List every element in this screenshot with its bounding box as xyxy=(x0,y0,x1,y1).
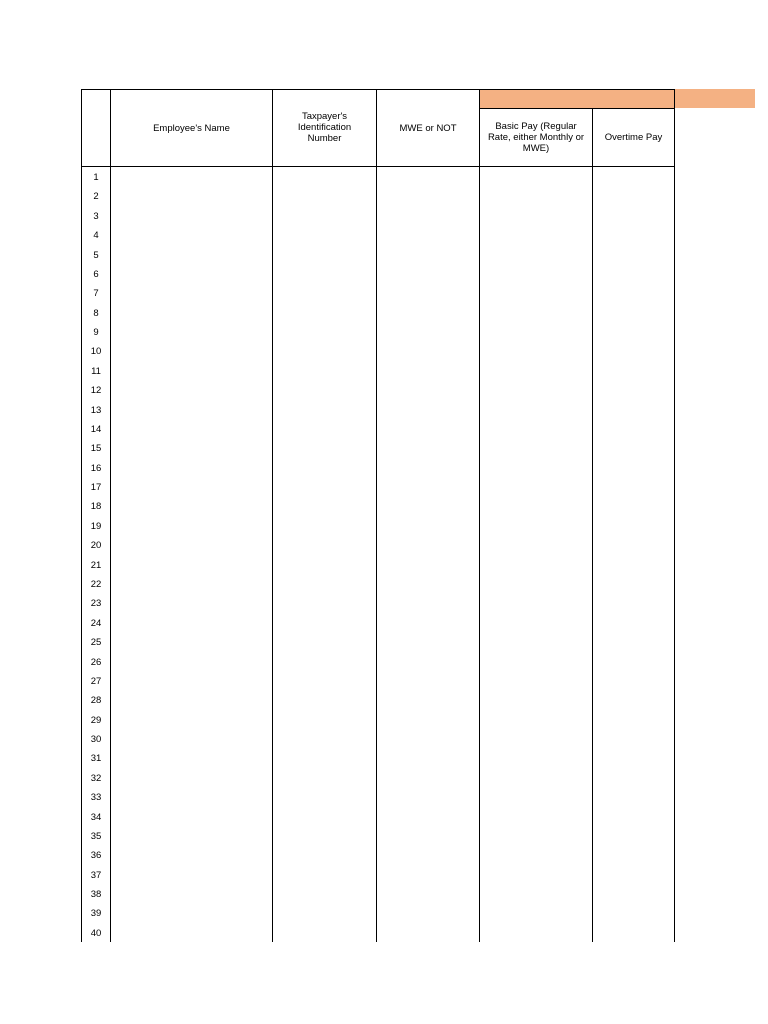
row-number: 10 xyxy=(90,346,102,358)
row-number: 29 xyxy=(90,714,102,726)
header-tin-line3: Number xyxy=(307,133,342,144)
header-employee-name xyxy=(111,90,272,166)
row-number: 23 xyxy=(90,598,102,610)
header-tin-line2: Identification xyxy=(297,122,352,133)
row-number: 8 xyxy=(93,307,99,319)
row-number: 27 xyxy=(90,675,102,687)
right-border xyxy=(674,89,675,942)
row-number: 37 xyxy=(90,869,102,881)
row-number: 17 xyxy=(90,482,102,494)
row-number: 13 xyxy=(90,404,102,416)
row-number: 22 xyxy=(90,578,102,590)
row-number: 14 xyxy=(90,423,102,435)
row-number: 38 xyxy=(90,889,102,901)
row-number: 1 xyxy=(93,172,99,183)
row-number: 31 xyxy=(90,753,102,765)
header-band xyxy=(480,89,755,108)
row-number: 20 xyxy=(90,540,102,552)
row-number: 15 xyxy=(90,443,102,455)
row-number: 12 xyxy=(90,385,102,397)
row-number: 33 xyxy=(90,792,102,804)
row-number: 28 xyxy=(90,695,102,707)
header-overtime-pay-text: Overtime Pay xyxy=(604,132,663,143)
column-divider-mwe xyxy=(479,89,480,942)
header-bottom-border xyxy=(81,166,675,167)
row-number: 34 xyxy=(90,811,102,823)
row-number: 24 xyxy=(90,617,102,629)
column-divider-tin xyxy=(376,89,377,942)
row-number: 16 xyxy=(90,462,102,474)
row-number: 25 xyxy=(90,637,102,649)
row-number: 7 xyxy=(93,288,99,300)
row-number: 26 xyxy=(90,656,102,668)
column-divider-name xyxy=(272,89,273,942)
row-number: 5 xyxy=(93,249,99,261)
row-number: 4 xyxy=(93,230,99,242)
row-number: 39 xyxy=(90,908,102,920)
row-number: 3 xyxy=(93,210,99,222)
row-number: 9 xyxy=(93,327,99,339)
row-number: 19 xyxy=(90,520,102,532)
header-employee-name-text: Employee's Name xyxy=(153,122,230,134)
top-border-right xyxy=(480,89,675,90)
header-mwe xyxy=(377,90,479,166)
header-tin xyxy=(273,90,376,166)
row-number: 6 xyxy=(93,268,99,280)
row-number: 11 xyxy=(91,365,101,377)
header-basic-pay-line1: Basic Pay (Regular xyxy=(495,121,577,132)
row-number: 30 xyxy=(90,734,102,746)
row-number: 18 xyxy=(90,501,102,513)
header-basic-pay xyxy=(480,109,592,166)
header-basic-pay-line3: MWE) xyxy=(522,143,550,154)
header-tin-line1: Taxpayer's xyxy=(301,111,348,122)
column-divider-basic-pay xyxy=(592,108,593,942)
header-mwe-text: MWE or NOT xyxy=(399,122,457,134)
header-overtime-pay xyxy=(593,109,674,166)
row-number: 40 xyxy=(90,927,102,939)
row-number: 21 xyxy=(90,559,102,571)
row-number: 36 xyxy=(90,850,102,862)
column-divider-number xyxy=(110,89,111,942)
row-number: 2 xyxy=(93,191,99,203)
row-number: 32 xyxy=(90,772,102,784)
header-basic-pay-line2: Rate, either Monthly or xyxy=(487,132,585,143)
row-number: 35 xyxy=(90,830,102,842)
